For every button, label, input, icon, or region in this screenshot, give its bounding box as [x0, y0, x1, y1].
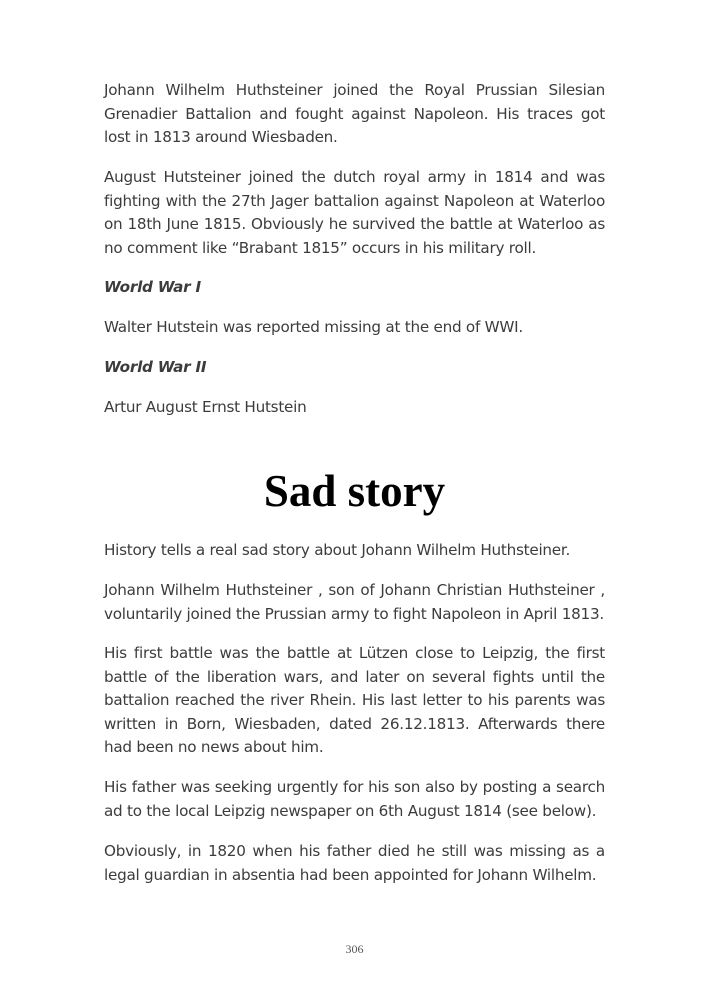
paragraph-sad-story-intro: History tells a real sad story about Johann Wilhelm Huthsteiner.: [104, 541, 571, 559]
section-heading-world-war-1: World War I: [104, 278, 201, 296]
page-number: 306: [345, 942, 364, 956]
paragraph-first-battle: His first battle was the battle at Lützen close to Leipzig, the first battle of the liberation wars, and later on several fights until the battalion reached the river Rhein. His last letter to his parents was written in Born, Wiesbaden, dated 26.12.1813. Afterwards there had been no news about him.: [104, 644, 605, 756]
paragraph-johann-wilhelm: Johann Wilhelm Huthsteiner joined the Royal Prussian Silesian Grenadier Battalion and fought against Napoleon. His traces got lost in 1813 around Wiesbaden.: [104, 81, 605, 146]
paragraph-legal-guardian: Obviously, in 1820 when his father died he still was missing as a legal guardian in absentia had been appointed for Johann Wilhelm.: [104, 842, 605, 884]
paragraph-august-hutsteiner: August Hutsteiner joined the dutch royal army in 1814 and was fighting with the 27th Jager battalion against Napoleon at Waterloo on 18th June 1815. Obviously he survived the battle at Waterloo as no comment like “Brabant 1815” occurs in his military roll.: [104, 168, 605, 257]
paragraph-search-ad: His father was seeking urgently for his son also by posting a search ad to the local Leipzig newspaper on 6th August 1814 (see below).: [104, 778, 605, 820]
section-heading-world-war-2: World War II: [104, 358, 207, 376]
paragraph-son-of-johann-christian: Johann Wilhelm Huthsteiner , son of Johann Christian Huthsteiner , voluntarily joined the Prussian army to fight Napoleon in April 1813.: [104, 581, 605, 623]
paragraph-walter-hutstein: Walter Hutstein was reported missing at the end of WWI.: [104, 318, 523, 336]
chapter-title: Sad story: [263, 466, 446, 516]
paragraph-artur-august: Artur August Ernst Hutstein: [104, 398, 307, 416]
